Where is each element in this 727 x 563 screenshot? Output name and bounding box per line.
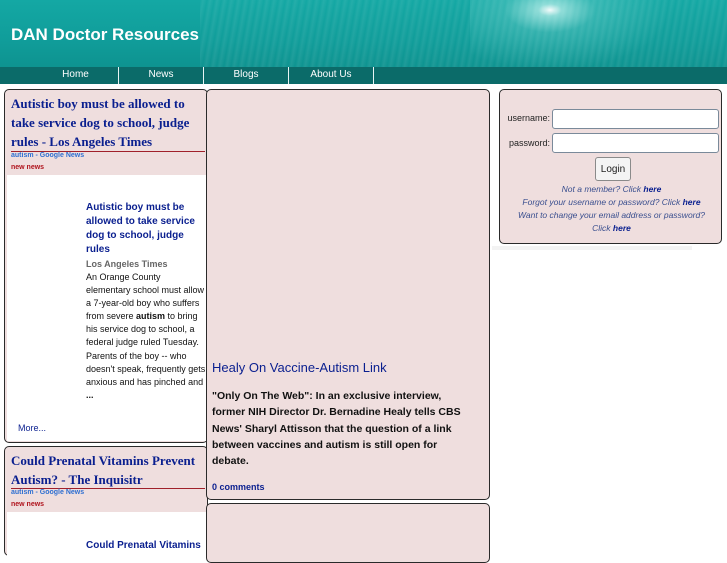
blog-post-title[interactable]: Healy On Vaccine-Autism Link [212, 360, 387, 375]
feed-tag: new news [11, 164, 45, 171]
username-input[interactable] [552, 109, 719, 129]
article-headline[interactable]: Autistic boy must be allowed to take service dog to school, judge rules [86, 202, 195, 255]
change-line: Want to change your email address or password? [518, 210, 705, 220]
more-link[interactable]: More... [18, 423, 47, 433]
news-feed-panel-2 [4, 446, 208, 556]
article-body [7, 512, 207, 557]
login-box [499, 89, 722, 244]
nav-about-us[interactable]: About Us [289, 67, 374, 84]
article-source: Los Angeles Times [86, 259, 168, 269]
news-feed-panel-1 [4, 89, 208, 443]
site-header [0, 0, 727, 67]
blog-post-panel [206, 89, 490, 500]
login-box-shadow [492, 246, 692, 250]
feed-article-title[interactable]: Could Prenatal Vitamins Prevent Autism? - The Inquisitr [11, 453, 196, 487]
blog-post-panel-2 [206, 503, 490, 563]
register-link[interactable]: here [643, 184, 662, 194]
main-nav [0, 67, 727, 84]
blog-post-text: "Only On The Web": In an exclusive interview, former NIH Director Dr. Bernadine Healy tells CBS News' Sharyl Attisson that the question of a link between vaccines and autism is still open for debate. [212, 390, 461, 468]
login-button[interactable]: Login [595, 157, 631, 181]
nav-home[interactable]: Home [33, 67, 119, 84]
nav-news[interactable]: News [119, 67, 204, 84]
change-click-line [500, 223, 723, 233]
username-label: username: [507, 113, 550, 123]
nav-blogs[interactable]: Blogs [204, 67, 289, 84]
article-headline[interactable]: Could Prenatal Vitamins [86, 540, 201, 551]
click-text: Click [592, 223, 613, 233]
password-label: password: [508, 138, 550, 148]
feed-article-title[interactable]: Autistic boy must be allowed to take service dog to school, judge rules - Los Angeles Times [11, 96, 190, 149]
site-title: DAN Doctor Resources [11, 25, 199, 44]
forgot-link[interactable]: here [682, 197, 701, 207]
register-line: Not a member? Click here [561, 184, 662, 194]
change-link[interactable]: here [612, 223, 631, 233]
feed-tag: new news [11, 501, 45, 508]
article-summary: An Orange County elementary school must allow a 7-year-old boy who suffers from severe autism to bring his service dog to school, a federal judge ruled Tuesday. Parents of the boy -- who doesn't speak, frequently gets anxious and has pinched and ... [86, 272, 206, 400]
comments-link[interactable]: 0 comments [212, 482, 265, 492]
feed-source[interactable]: autism - Google News [11, 489, 85, 496]
password-input[interactable] [552, 133, 719, 153]
forgot-line: Forgot your username or password? Click here [522, 197, 701, 207]
feed-source[interactable]: autism - Google News [11, 152, 85, 159]
article-body [7, 175, 207, 441]
